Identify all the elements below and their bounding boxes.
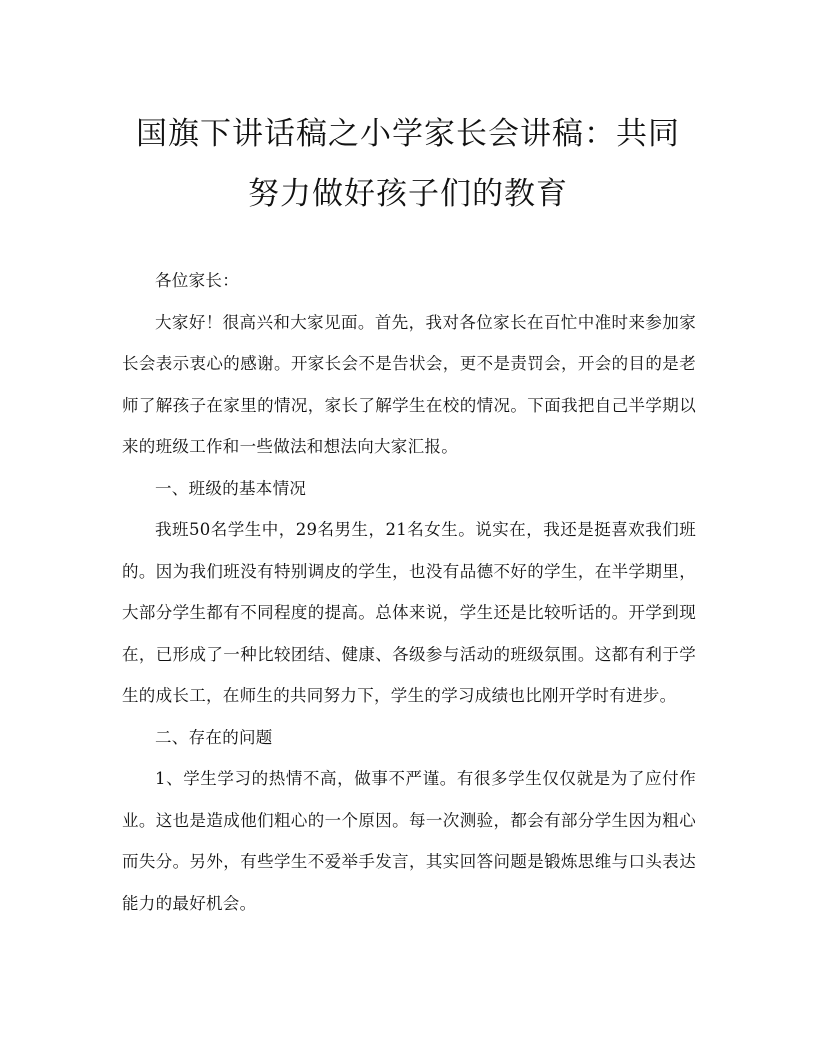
opening-paragraph: 大家好！很高兴和大家见面。首先，我对各位家长在百忙中准时来参加家长会表示衷心的感谢。开家长会不是告状会，更不是责罚会，开会的目的是老师了解孩子在家里的情况，家长了解学生在校的情况。下面我把自己半学期以来的班级工作和一些做法和想法向大家汇报。: [122, 312, 696, 456]
problem-item-1-paragraph: 1、学生学习的热情不高，做事不严谨。有很多学生仅仅就是为了应付作业。这也是造成他们粗心的一个原因。每一次测验，都会有部分学生因为粗心而失分。另外，有些学生不爱举手发言，其实回答问题是锻炼思维与口头表达能力的最好机会。: [122, 769, 696, 913]
class-overview-paragraph: 我班50名学生中，29名男生，21名女生。说实在，我还是挺喜欢我们班的。因为我们班没有特别调皮的学生，也没有品德不好的学生，在半学期里，大部分学生都有不同程度的提高。总体来说，学生还是比较听话的。开学到现在，已形成了一种比较团结、健康、各级参与活动的班级氛围。这都有利于学生的成长工，在师生的共同努力下，学生的学习成绩也比刚开学时有进步。: [122, 520, 696, 705]
title-line-1: 国旗下讲话稿之小学家长会讲稿：共同: [136, 116, 680, 152]
document-body: [122, 260, 696, 924]
salutation-paragraph: 各位家长：: [155, 271, 239, 290]
section-heading-problems: 二、存在的问题: [155, 727, 273, 747]
section-heading-class-overview: 一、班级的基本情况: [155, 478, 307, 498]
title-line-2: 努力做好孩子们的教育: [248, 176, 568, 212]
document-title: [110, 104, 706, 224]
